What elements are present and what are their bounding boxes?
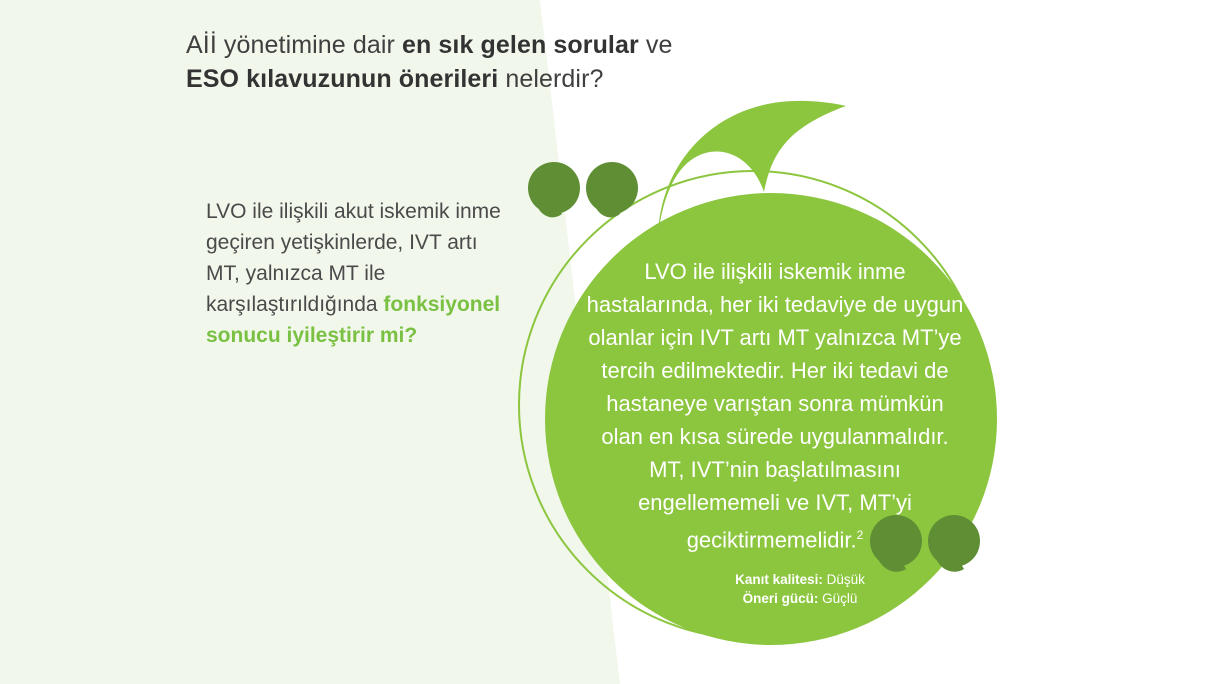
title-bold-2: ESO kılavuzunun önerileri bbox=[186, 65, 499, 93]
title-text-3: nelerdir? bbox=[498, 65, 604, 93]
quote-body: LVO ile ilişkili iskemik inme hastalarında, her iki tedaviye de uygun olanlar için IVT artı MT yalnızca MT’ye tercih edilmektedir. Her iki tedavi de hastaneye varıştan sonra mümkün olan en kısa sürede uygulanmalıdır. MT, IVT’nin başlatılmasını engellememeli ve IVT, MT’yi geciktirmemelidir. bbox=[586, 259, 964, 553]
recommendation-strength-line bbox=[650, 589, 950, 608]
evidence-quality-label: Kanıt kalitesi: bbox=[735, 572, 823, 587]
quote-text bbox=[585, 255, 965, 556]
title-text-2: ve bbox=[638, 31, 673, 59]
recommendation-strength-value: Güçlü bbox=[818, 591, 858, 606]
swoosh-shape bbox=[650, 96, 850, 246]
evidence-quality-value: Düşük bbox=[822, 572, 865, 587]
title-line-1 bbox=[186, 28, 906, 62]
quote-reference-marker: 2 bbox=[856, 528, 864, 542]
grades-block bbox=[650, 570, 950, 608]
quote-circle-graphic bbox=[500, 90, 1060, 660]
title-bold-1: en sık gelen sorular bbox=[402, 31, 639, 59]
question-paragraph bbox=[206, 196, 516, 351]
question-plain-text: LVO ile ilişkili akut iskemik inme geçiren yetişkinlerde, IVT artı MT, yalnızca MT ile karşılaştırıldığında bbox=[206, 200, 501, 316]
title-text-1: Aİİ yönetimine dair bbox=[186, 31, 402, 59]
question-accent-text: fonksiyonel sonucu iyileştirir mi? bbox=[206, 293, 501, 347]
recommendation-strength-label: Öneri gücü: bbox=[742, 591, 819, 606]
quote-open-icon bbox=[528, 162, 638, 222]
evidence-quality-line bbox=[650, 570, 950, 589]
page-title bbox=[186, 28, 906, 96]
